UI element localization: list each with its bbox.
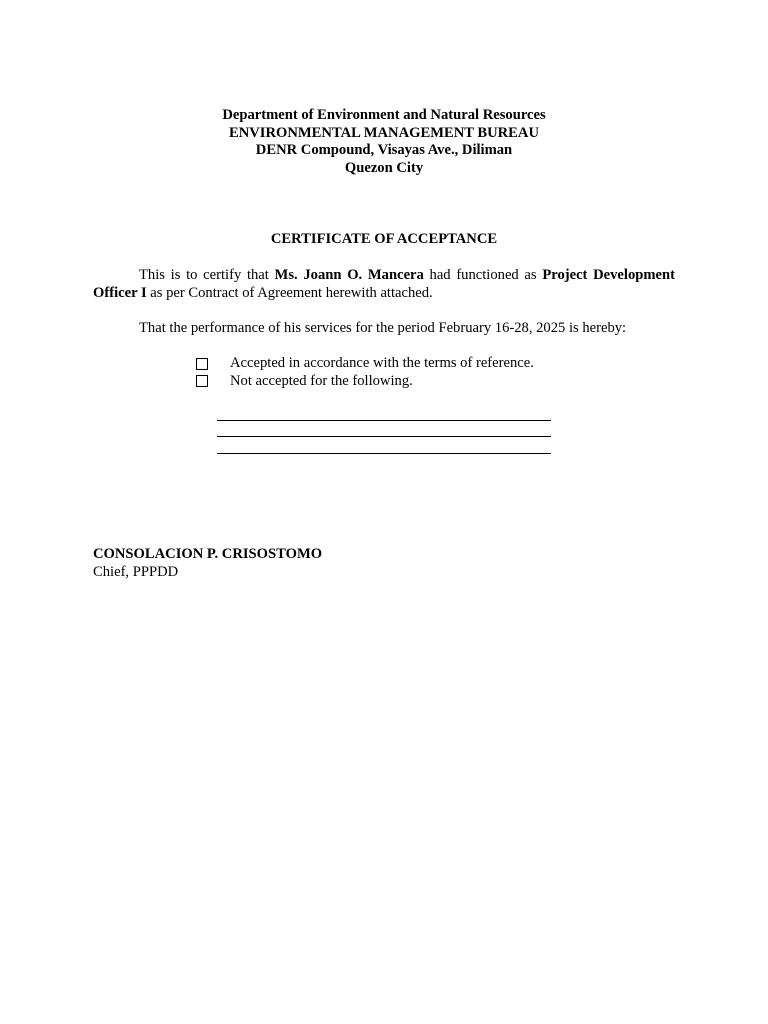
- header-bureau: ENVIRONMENTAL MANAGEMENT BUREAU: [228, 124, 539, 141]
- document-title: CERTIFICATE OF ACCEPTANCE: [270, 231, 498, 247]
- certification-paragraph: [93, 266, 675, 302]
- employee-position: Project Development Officer I: [93, 267, 675, 301]
- accepted-checkbox[interactable]: [196, 358, 208, 370]
- reason-lines: [217, 420, 551, 469]
- certification-intro: This is to certify that: [139, 267, 275, 283]
- signatory-title: Chief, PPPDD: [93, 563, 179, 580]
- certification-end: as per Contract of Agreement herewith attached.: [146, 285, 433, 301]
- certification-middle: had functioned as: [423, 267, 543, 283]
- signatory-name: CONSOLACION P. CRISOSTOMO: [93, 546, 323, 562]
- option-not-accepted: [196, 373, 616, 391]
- not-accepted-checkbox[interactable]: [196, 375, 208, 387]
- reason-line[interactable]: [217, 436, 551, 437]
- header-agency: Department of Environment and Natural Resources: [222, 107, 546, 123]
- not-accepted-label: Not accepted for the following.: [230, 372, 413, 389]
- reason-line[interactable]: [217, 420, 551, 421]
- signatory-block: [93, 546, 322, 581]
- option-accepted: [196, 355, 616, 373]
- acceptance-options: [196, 355, 616, 390]
- document-header: [0, 107, 768, 177]
- header-city: Quezon City: [344, 159, 424, 176]
- performance-paragraph: That the performance of his services for the period February 16-28, 2025 is hereby:: [139, 320, 627, 336]
- header-address: DENR Compound, Visayas Ave., Diliman: [255, 142, 513, 159]
- employee-name: Ms. Joann O. Mancera: [274, 267, 424, 283]
- accepted-label: Accepted in accordance with the terms of reference.: [230, 355, 534, 371]
- reason-line[interactable]: [217, 453, 551, 454]
